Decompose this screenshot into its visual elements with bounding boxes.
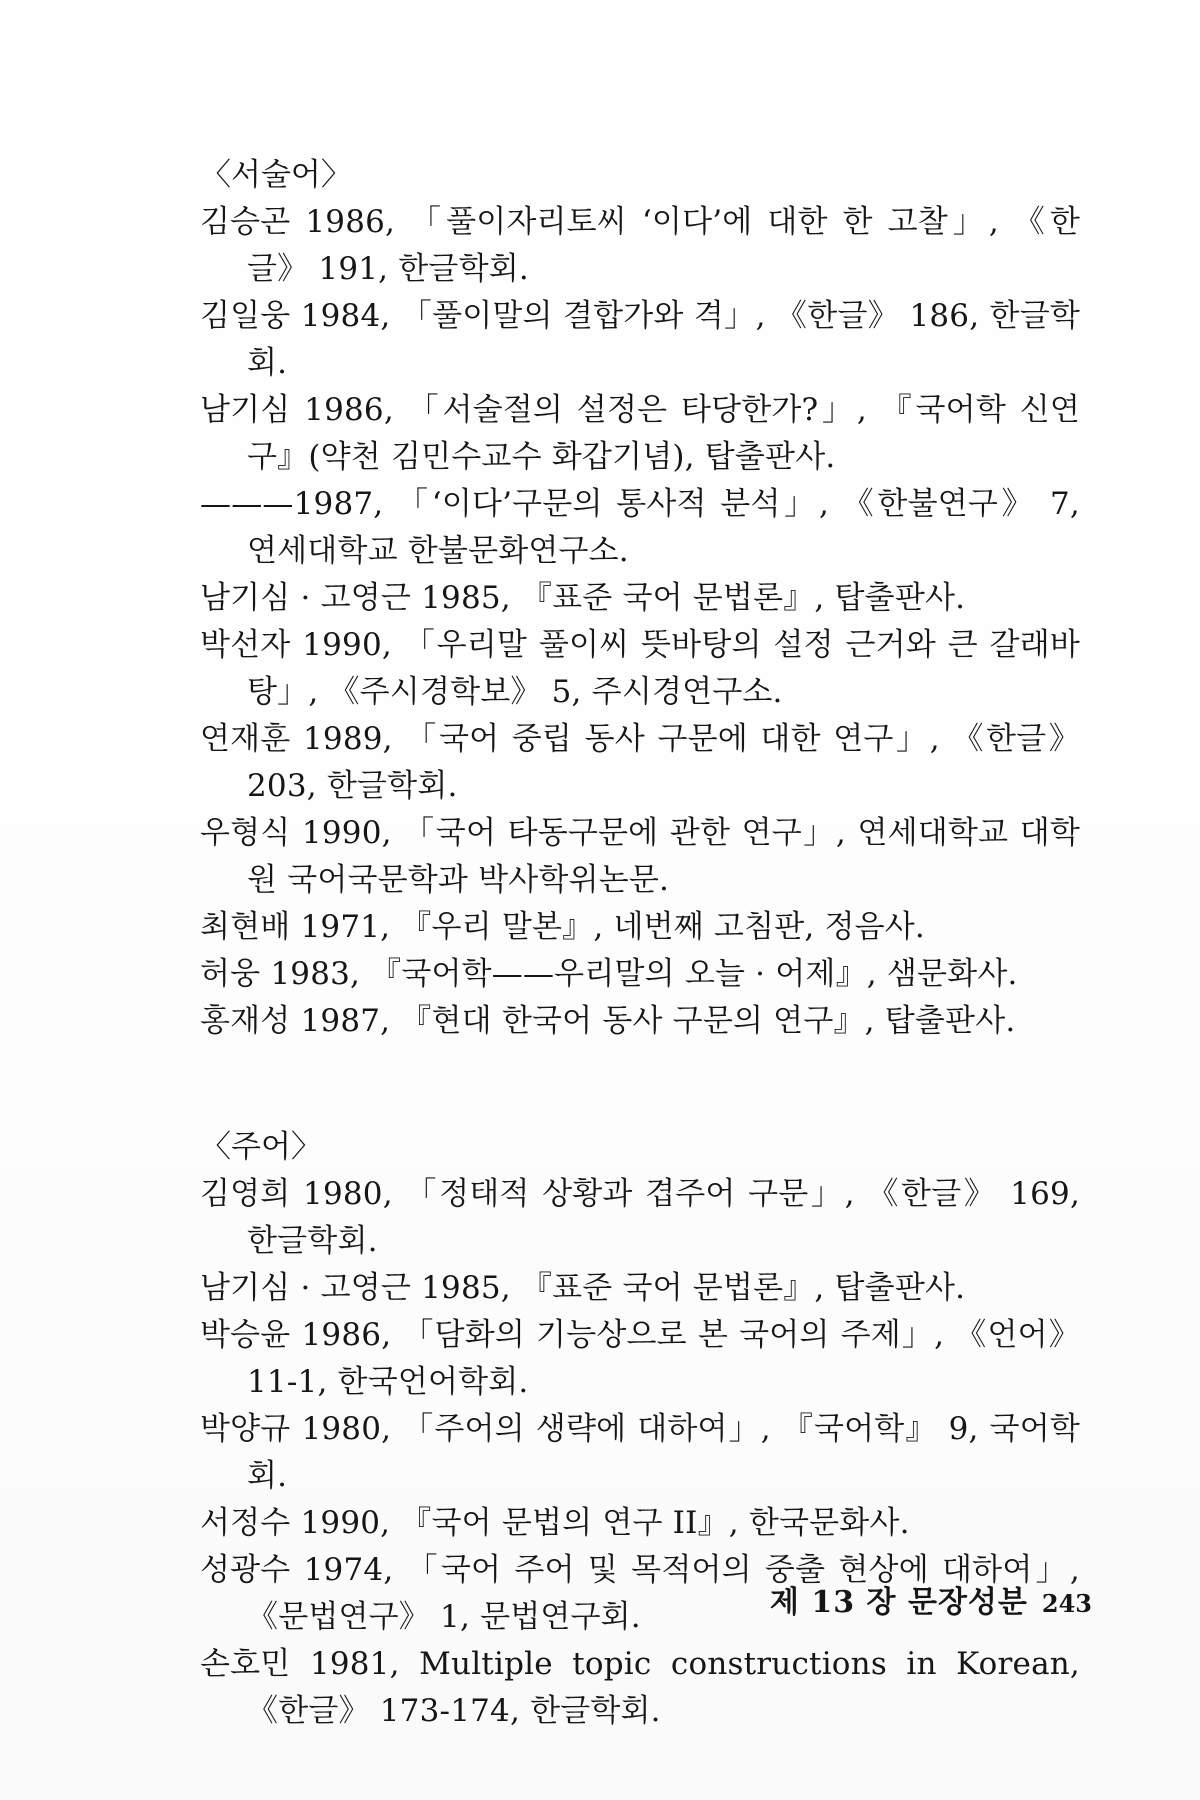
- bibliography-entry: 손호민 1981, Multiple topic constructions in Korean, 《한글》 173-174, 한글학회.: [200, 1646, 1080, 1729]
- bibliography-entry: 남기심 1986, 「서술절의 설정은 타당한가?」, 『국어학 신연구』(약천 김민수교수 화갑기념), 탑출판사.: [200, 392, 1080, 475]
- bibliography-entry: 최현배 1971, 『우리 말본』, 네번째 고침판, 정음사.: [200, 909, 925, 945]
- bibliography-entry: 서정수 1990, 『국어 문법의 연구 II』, 한국문화사.: [200, 1505, 910, 1541]
- section-spacer: [200, 1045, 1080, 1124]
- bibliography-entry: ———1987, 「‘이다’구문의 통사적 분석」, 《한불연구》 7, 연세대학교 한불문화연구소.: [200, 486, 1080, 569]
- section-heading: 〈주어〉: [200, 1129, 322, 1165]
- bibliography-entry: 김영희 1980, 「정태적 상황과 겹주어 구문」, 《한글》 169, 한글학회.: [200, 1176, 1080, 1259]
- section-predicate: [200, 152, 1080, 1045]
- bibliography-entry: 박선자 1990, 「우리말 풀이씨 뜻바탕의 설정 근거와 큰 갈래바탕」, 《주시경학보》 5, 주시경연구소.: [200, 627, 1080, 710]
- chapter-title: 제 13 장 문장성분: [769, 1585, 1028, 1620]
- section-subject: [200, 1124, 1080, 1735]
- bibliography-entry: 김일웅 1984, 「풀이말의 결합가와 격」, 《한글》 186, 한글학회.: [200, 298, 1080, 381]
- section-heading: 〈서술어〉: [200, 157, 352, 193]
- bibliography-entry: 연재훈 1989, 「국어 중립 동사 구문에 대한 연구」, 《한글》 203, 한글학회.: [200, 721, 1080, 804]
- bibliography-entry: 남기심 · 고영근 1985, 『표준 국어 문법론』, 탑출판사.: [200, 1270, 966, 1306]
- bibliography-entry: 우형식 1990, 「국어 타동구문에 관한 연구」, 연세대학교 대학원 국어국문학과 박사학위논문.: [200, 815, 1080, 898]
- bibliography-entry: 허웅 1983, 『국어학——우리말의 오늘 · 어제』, 샘문화사.: [200, 956, 1018, 992]
- bibliography: [200, 152, 1080, 1735]
- bibliography-entry: 박승윤 1986, 「담화의 기능상으로 본 국어의 주제」, 《언어》 11-1, 한국언어학회.: [200, 1317, 1080, 1400]
- bibliography-entry: 남기심 · 고영근 1985, 『표준 국어 문법론』, 탑출판사.: [200, 580, 966, 616]
- page-number: 243: [1041, 1589, 1092, 1618]
- bibliography-entry: 성광수 1974, 「국어 주어 및 목적어의 중출 현상에 대하여」, 《문법연구》 1, 문법연구회.: [200, 1552, 1080, 1635]
- bibliography-entry: 박양규 1980, 「주어의 생략에 대하여」, 『국어학』 9, 국어학회.: [200, 1411, 1080, 1494]
- bibliography-entry: 김승곤 1986, 「풀이자리토씨 ‘이다’에 대한 한 고찰」, 《한글》 191, 한글학회.: [200, 204, 1080, 287]
- page-footer: [720, 1583, 1092, 1624]
- bibliography-entry: 홍재성 1987, 『현대 한국어 동사 구문의 연구』, 탑출판사.: [200, 1003, 1016, 1039]
